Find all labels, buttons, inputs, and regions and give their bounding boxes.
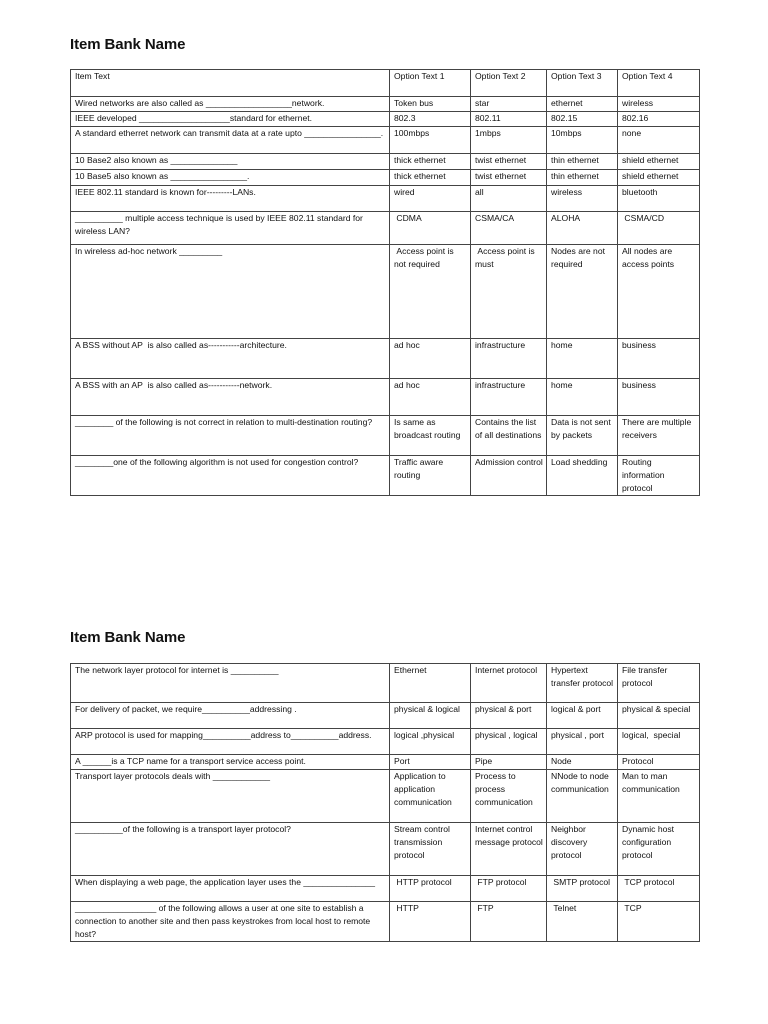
option-2-cell: infrastructure xyxy=(471,379,547,416)
option-2-cell: Admission control xyxy=(471,456,547,496)
table-row xyxy=(71,770,700,823)
option-4-cell: All nodes are access points xyxy=(618,245,700,339)
table-row xyxy=(71,902,700,942)
option-1-cell: physical & logical xyxy=(390,703,471,729)
option-1-cell: Access point is not required xyxy=(390,245,471,339)
item-text-cell: In wireless ad-hoc network _________ xyxy=(71,245,390,339)
option-2-cell: twist ethernet xyxy=(471,170,547,186)
table-row xyxy=(71,154,700,170)
option-2-cell: FTP protocol xyxy=(471,876,547,902)
option-2-cell: all xyxy=(471,186,547,212)
option-3-cell: Node xyxy=(547,755,618,770)
option-1-cell: Application to application communication xyxy=(390,770,471,823)
option-4-cell: There are multiple receivers xyxy=(618,416,700,456)
option-3-cell: logical & port xyxy=(547,703,618,729)
option-3-cell: ethernet xyxy=(547,97,618,112)
option-4-cell: CSMA/CD xyxy=(618,212,700,245)
item-text-cell: For delivery of packet, we require__________addressing . xyxy=(71,703,390,729)
option-4-cell: physical & special xyxy=(618,703,700,729)
item-text-cell: Wired networks are also called as __________________network. xyxy=(71,97,390,112)
option-1-cell: ad hoc xyxy=(390,379,471,416)
option-3-cell: Neighbor discovery protocol xyxy=(547,823,618,876)
table-row xyxy=(71,456,700,496)
option-1-cell: wired xyxy=(390,186,471,212)
item-text-cell: IEEE developed ___________________standard for ethernet. xyxy=(71,112,390,127)
option-4-cell: bluetooth xyxy=(618,186,700,212)
table-row xyxy=(71,823,700,876)
option-2-cell: 802.11 xyxy=(471,112,547,127)
item-text-cell: IEEE 802.11 standard is known for---------LANs. xyxy=(71,186,390,212)
table-row xyxy=(71,729,700,755)
table-row xyxy=(71,703,700,729)
option-4-cell: business xyxy=(618,339,700,379)
option-3-cell: Nodes are not required xyxy=(547,245,618,339)
option-2-cell: star xyxy=(471,97,547,112)
item-text-cell: __________ multiple access technique is used by IEEE 802.11 standard for wireless LAN? xyxy=(71,212,390,245)
option-1-cell: Port xyxy=(390,755,471,770)
option-2-cell: Pipe xyxy=(471,755,547,770)
table-row xyxy=(71,379,700,416)
option-2-cell: physical & port xyxy=(471,703,547,729)
option-2-cell: Contains the list of all destinations xyxy=(471,416,547,456)
table-row xyxy=(71,186,700,212)
option-4-cell: TCP protocol xyxy=(618,876,700,902)
option-4-cell: TCP xyxy=(618,902,700,942)
option-2-cell: Internet control message protocol xyxy=(471,823,547,876)
option-3-cell: ALOHA xyxy=(547,212,618,245)
item-text-cell: ________one of the following algorithm is not used for congestion control? xyxy=(71,456,390,496)
option-1-cell: Traffic aware routing xyxy=(390,456,471,496)
table-row xyxy=(71,112,700,127)
option-1-cell: HTTP xyxy=(390,902,471,942)
option-1-cell: Is same as broadcast routing xyxy=(390,416,471,456)
option-4-cell: Protocol xyxy=(618,755,700,770)
item-text-cell: When displaying a web page, the application layer uses the _______________ xyxy=(71,876,390,902)
option-4-cell: business xyxy=(618,379,700,416)
option-4-cell: Option Text 4 xyxy=(618,70,700,97)
table-row xyxy=(71,339,700,379)
option-3-cell: Load shedding xyxy=(547,456,618,496)
option-3-cell: Telnet xyxy=(547,902,618,942)
option-1-cell: Option Text 1 xyxy=(390,70,471,97)
option-3-cell: home xyxy=(547,379,618,416)
option-1-cell: 100mbps xyxy=(390,127,471,154)
option-1-cell: ad hoc xyxy=(390,339,471,379)
option-2-cell: infrastructure xyxy=(471,339,547,379)
item-text-cell: Transport layer protocols deals with ____________ xyxy=(71,770,390,823)
option-3-cell: thin ethernet xyxy=(547,154,618,170)
table-header-row xyxy=(71,70,700,97)
option-3-cell: Option Text 3 xyxy=(547,70,618,97)
item-bank-table-2 xyxy=(70,663,700,942)
option-4-cell: Routing information protocol xyxy=(618,456,700,496)
option-1-cell: CDMA xyxy=(390,212,471,245)
option-1-cell: logical ,physical xyxy=(390,729,471,755)
option-1-cell: Token bus xyxy=(390,97,471,112)
item-text-cell: A ______is a TCP name for a transport service access point. xyxy=(71,755,390,770)
option-2-cell: Access point is must xyxy=(471,245,547,339)
option-2-cell: 1mbps xyxy=(471,127,547,154)
option-2-cell: FTP xyxy=(471,902,547,942)
item-text-cell: ARP protocol is used for mapping__________address to__________address. xyxy=(71,729,390,755)
item-text-cell: 10 Base2 also known as ______________ xyxy=(71,154,390,170)
item-text-cell: A BSS without AP is also called as-----------architecture. xyxy=(71,339,390,379)
option-3-cell: SMTP protocol xyxy=(547,876,618,902)
option-4-cell: 802.16 xyxy=(618,112,700,127)
item-text-cell: ________ of the following is not correct in relation to multi-destination routing? xyxy=(71,416,390,456)
option-4-cell: Man to man communication xyxy=(618,770,700,823)
item-text-cell: The network layer protocol for internet is __________ xyxy=(71,664,390,703)
section-title-2: Item Bank Name xyxy=(70,629,186,646)
option-3-cell: physical , port xyxy=(547,729,618,755)
option-4-cell: wireless xyxy=(618,97,700,112)
item-text-cell: Item Text xyxy=(71,70,390,97)
option-3-cell: Data is not sent by packets xyxy=(547,416,618,456)
option-1-cell: 802.3 xyxy=(390,112,471,127)
item-text-cell: A standard etherret network can transmit data at a rate upto ________________. xyxy=(71,127,390,154)
option-4-cell: logical, special xyxy=(618,729,700,755)
table-row xyxy=(71,170,700,186)
option-2-cell: Process to process communication xyxy=(471,770,547,823)
table-row xyxy=(71,664,700,703)
option-3-cell: NNode to node communication xyxy=(547,770,618,823)
table-row xyxy=(71,876,700,902)
item-text-cell: 10 Base5 also known as ________________. xyxy=(71,170,390,186)
option-3-cell: 802.15 xyxy=(547,112,618,127)
option-4-cell: none xyxy=(618,127,700,154)
table-row xyxy=(71,755,700,770)
table-row xyxy=(71,97,700,112)
option-1-cell: thick ethernet xyxy=(390,154,471,170)
option-1-cell: Ethernet xyxy=(390,664,471,703)
option-3-cell: home xyxy=(547,339,618,379)
option-3-cell: wireless xyxy=(547,186,618,212)
option-2-cell: CSMA/CA xyxy=(471,212,547,245)
item-text-cell: _________________ of the following allows a user at one site to establish a connection to another site and then pass keystrokes from local host to remote host? xyxy=(71,902,390,942)
option-2-cell: physical , logical xyxy=(471,729,547,755)
option-4-cell: shield ethernet xyxy=(618,154,700,170)
option-1-cell: Stream control transmission protocol xyxy=(390,823,471,876)
option-1-cell: thick ethernet xyxy=(390,170,471,186)
option-1-cell: HTTP protocol xyxy=(390,876,471,902)
option-2-cell: twist ethernet xyxy=(471,154,547,170)
option-4-cell: shield ethernet xyxy=(618,170,700,186)
table-row xyxy=(71,245,700,339)
table-row xyxy=(71,212,700,245)
option-4-cell: File transfer protocol xyxy=(618,664,700,703)
option-3-cell: 10mbps xyxy=(547,127,618,154)
option-4-cell: Dynamic host configuration protocol xyxy=(618,823,700,876)
item-text-cell: A BSS with an AP is also called as-----------network. xyxy=(71,379,390,416)
item-text-cell: __________of the following is a transport layer protocol? xyxy=(71,823,390,876)
table-row xyxy=(71,416,700,456)
table-row xyxy=(71,127,700,154)
option-3-cell: thin ethernet xyxy=(547,170,618,186)
item-bank-table-1 xyxy=(70,69,700,496)
section-title-1: Item Bank Name xyxy=(70,36,186,53)
option-2-cell: Internet protocol xyxy=(471,664,547,703)
option-3-cell: Hypertext transfer protocol xyxy=(547,664,618,703)
option-2-cell: Option Text 2 xyxy=(471,70,547,97)
